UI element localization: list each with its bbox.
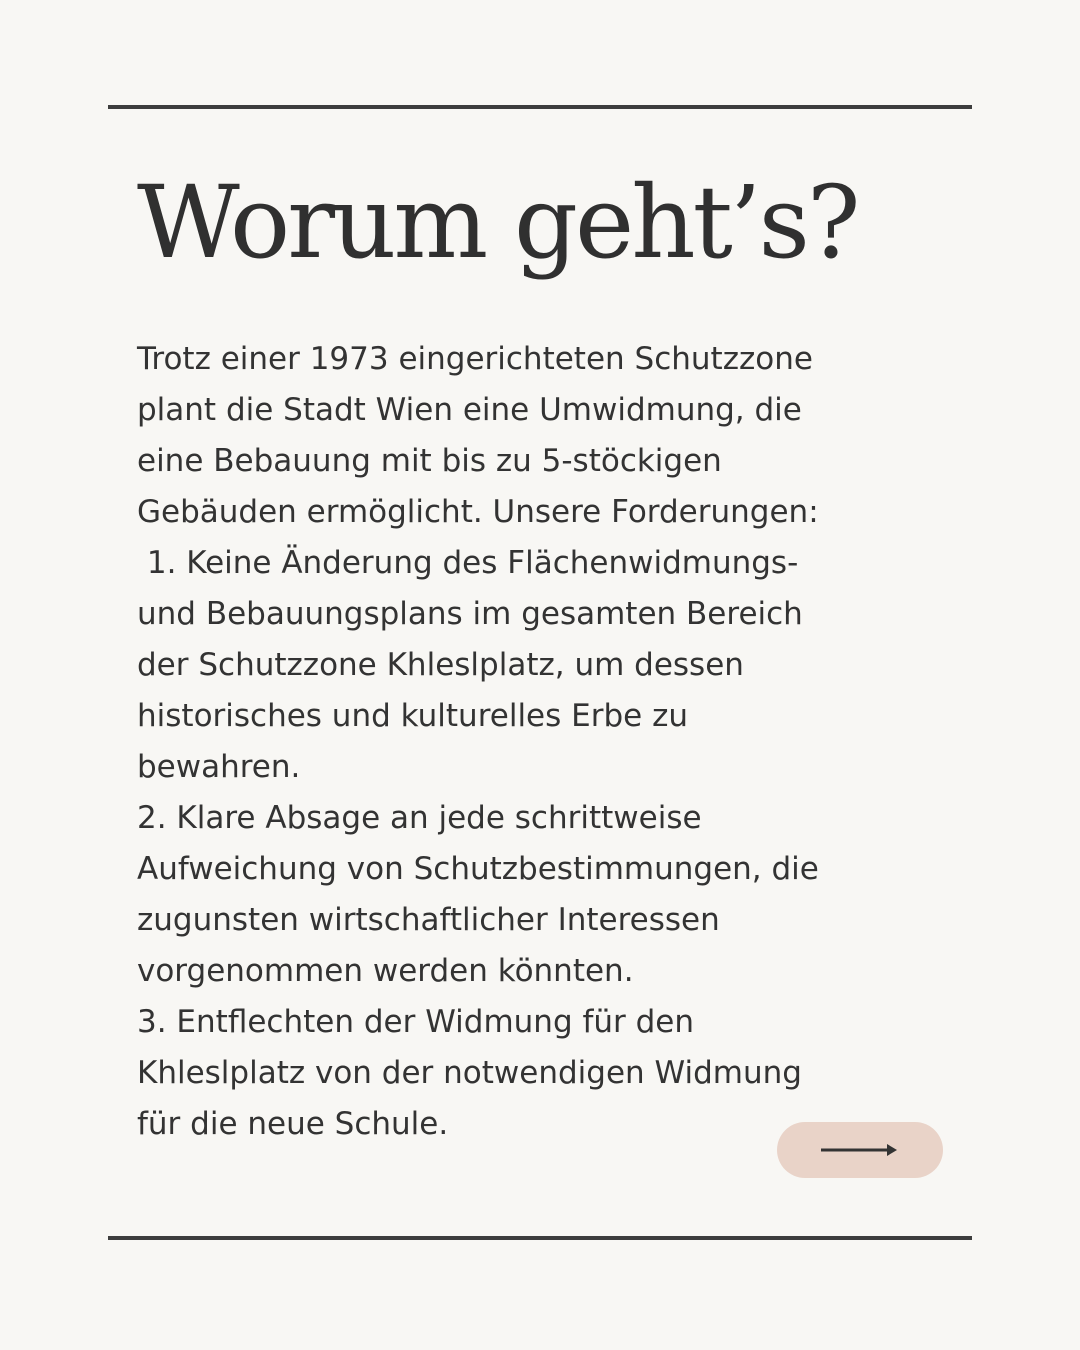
body-line: zugunsten wirtschaftlicher Interessen xyxy=(137,902,720,938)
body-line: Khleslplatz von der notwendigen Widmung xyxy=(137,1055,802,1091)
body-line: bewahren. xyxy=(137,749,301,785)
body-line: Aufweichung von Schutzbestimmungen, die xyxy=(137,851,819,887)
body-line: eine Bebauung mit bis zu 5-stöckigen xyxy=(137,443,722,479)
body-line: und Bebauungsplans im gesamten Bereich xyxy=(137,596,803,632)
body-line: der Schutzzone Khleslplatz, um dessen xyxy=(137,647,744,683)
body-line: Trotz einer 1973 eingerichteten Schutzzone xyxy=(137,341,813,377)
page-title: Worum geht’s? xyxy=(137,164,858,281)
bottom-divider xyxy=(108,1236,972,1240)
body-line: 1. Keine Änderung des Flächenwidmungs- xyxy=(137,545,799,581)
body-line: 2. Klare Absage an jede schrittweise xyxy=(137,800,702,836)
body-text xyxy=(137,334,937,1150)
body-line: vorgenommen werden könnten. xyxy=(137,953,634,989)
body-line: plant die Stadt Wien eine Umwidmung, die xyxy=(137,392,802,428)
body-line: für die neue Schule. xyxy=(137,1106,449,1142)
top-divider xyxy=(108,105,972,109)
body-line: historisches und kulturelles Erbe zu xyxy=(137,698,688,734)
body-line: Gebäuden ermöglicht. Unsere Forderungen: xyxy=(137,494,819,530)
body-line: 3. Entflechten der Widmung für den xyxy=(137,1004,695,1040)
next-button[interactable] xyxy=(777,1122,943,1178)
arrow-right-icon xyxy=(821,1142,899,1158)
